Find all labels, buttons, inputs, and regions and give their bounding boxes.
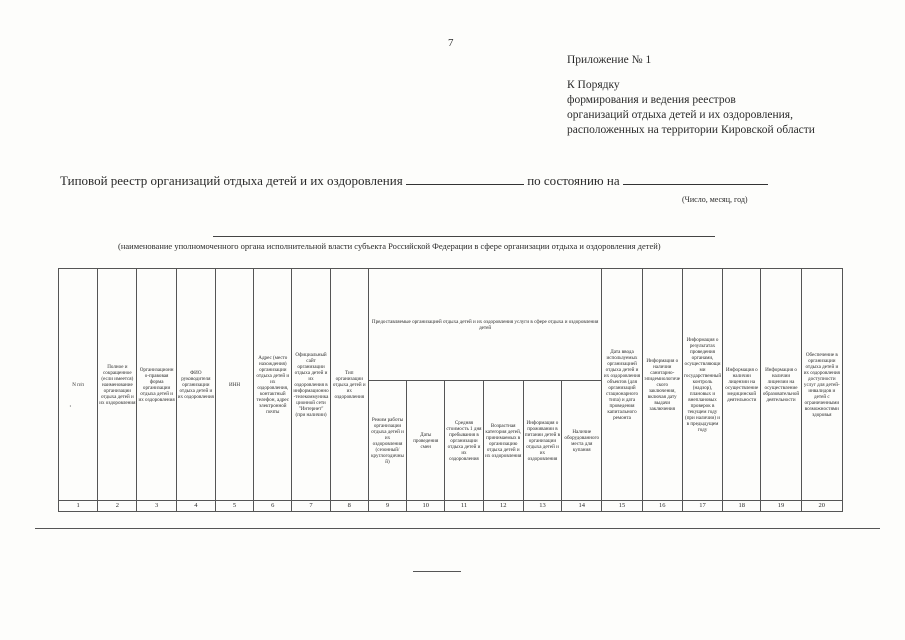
column-number: 12 bbox=[483, 501, 523, 512]
page-number: 7 bbox=[448, 37, 454, 49]
header-col-19: Информация о наличии лицензии на осуществление образовательной деятельности bbox=[761, 269, 801, 501]
column-number: 3 bbox=[137, 501, 176, 512]
column-number: 16 bbox=[642, 501, 682, 512]
authority-note: (наименование уполномоченного органа исполнительной власти субъекта Российской Федерации в сфере организации отдыха и оздоровления детей) bbox=[118, 241, 661, 251]
column-number: 17 bbox=[682, 501, 722, 512]
header-col-13: Информация о проживании в питании детей в организации отдыха детей и их оздоровления bbox=[523, 381, 561, 501]
registry-table bbox=[58, 268, 843, 512]
header-col-20: Обеспечение в организации отдыха детей и их оздоровления доступности услуг для детей-инвалидов и детей с ограниченными возможностями здоровья bbox=[801, 269, 842, 501]
column-number: 8 bbox=[330, 501, 368, 512]
signature-rule bbox=[413, 571, 461, 572]
column-number: 19 bbox=[761, 501, 801, 512]
appendix-line: организаций отдыха детей и их оздоровления, bbox=[567, 109, 793, 121]
appendix-label: Приложение № 1 bbox=[567, 54, 652, 66]
date-blank[interactable] bbox=[623, 173, 768, 185]
authority-blank[interactable] bbox=[213, 236, 715, 237]
date-caption: (Число, месяц, год) bbox=[682, 195, 748, 204]
column-number: 20 bbox=[801, 501, 842, 512]
header-col-9: Режим работы организации отдыха детей и их оздоровления (сезонный/круглогодичный) bbox=[368, 381, 406, 501]
header-col-17: Информация о результатах проведения органами, осуществляющими государственный контроль (надзор), плановых и внеплановых проверок в текущем году (при наличии) и в предыдущем году bbox=[682, 269, 722, 501]
column-number: 6 bbox=[254, 501, 292, 512]
column-number: 18 bbox=[723, 501, 761, 512]
column-number: 5 bbox=[215, 501, 253, 512]
column-number: 7 bbox=[292, 501, 330, 512]
header-col-18: Информация о наличии лицензии на осуществление медицинской деятельности bbox=[723, 269, 761, 501]
bottom-rule bbox=[35, 528, 880, 529]
header-col-12: Возрастная категория детей, принимаемых в организацию отдыха детей и их оздоровления bbox=[483, 381, 523, 501]
header-col-15: Дата ввода используемых организацией отдыха детей и их оздоровления объектов (для организаций стационарного типа) и дата проведения капитального ремонта bbox=[602, 269, 642, 501]
appendix-line: формирования и ведения реестров bbox=[567, 94, 736, 106]
header-col-14: Наличие оборудованного места для купания bbox=[562, 381, 602, 501]
column-number: 14 bbox=[562, 501, 602, 512]
header-col-16: Информация о наличии санитарно-эпидемиологического заключения, включая дату выдачи заключения bbox=[642, 269, 682, 501]
column-number: 15 bbox=[602, 501, 642, 512]
header-col-8: Тип организации отдыха детей и их оздоровления bbox=[330, 269, 368, 501]
header-col-5: ИНН bbox=[215, 269, 253, 501]
header-group-services: Предоставляемые организацией отдыха детей и их оздоровления услуги в сфере отдыха и оздоровления детей bbox=[368, 269, 602, 381]
stray-mark: · bbox=[69, 402, 72, 411]
header-col-11: Средняя стоимость 1 дня пребывания в организации отдыха детей и их оздоровления bbox=[445, 381, 483, 501]
column-number: 9 bbox=[368, 501, 406, 512]
appendix-line: расположенных на территории Кировской области bbox=[567, 124, 815, 136]
header-col-3: Организационно-правовая форма организации отдыха детей и их оздоровления bbox=[137, 269, 176, 501]
column-number: 10 bbox=[407, 501, 445, 512]
header-col-6: Адрес (место нахождения) организации отдыха детей и их оздоровления, контактный телефон, адрес электронной почты bbox=[254, 269, 292, 501]
title-text: Типовой реестр организаций отдыха детей и их оздоровления bbox=[60, 173, 403, 188]
header-col-4: ФИО руководителя организации отдыха детей и их оздоровления bbox=[176, 269, 215, 501]
header-col-10: Даты проведения смен bbox=[407, 381, 445, 501]
column-number: 1 bbox=[59, 501, 98, 512]
appendix-block bbox=[567, 53, 897, 138]
column-number: 11 bbox=[445, 501, 483, 512]
header-col-7: Официальный сайт организации отдыха детей и их оздоровления в информационно-телекоммуникационной сети "Интернет" (при наличии) bbox=[292, 269, 330, 501]
appendix-line: К Порядку bbox=[567, 79, 620, 91]
column-number: 4 bbox=[176, 501, 215, 512]
column-number: 2 bbox=[98, 501, 137, 512]
header-col-2: Полное и сокращенное (если имеется) наименование организации отдыха детей и их оздоровления bbox=[98, 269, 137, 501]
title-blank[interactable] bbox=[406, 173, 524, 185]
header-col-1: N п/п bbox=[59, 269, 98, 501]
column-number-row bbox=[59, 501, 843, 512]
column-number: 13 bbox=[523, 501, 561, 512]
title-state-text: по состоянию на bbox=[527, 173, 620, 188]
document-title bbox=[60, 173, 768, 189]
